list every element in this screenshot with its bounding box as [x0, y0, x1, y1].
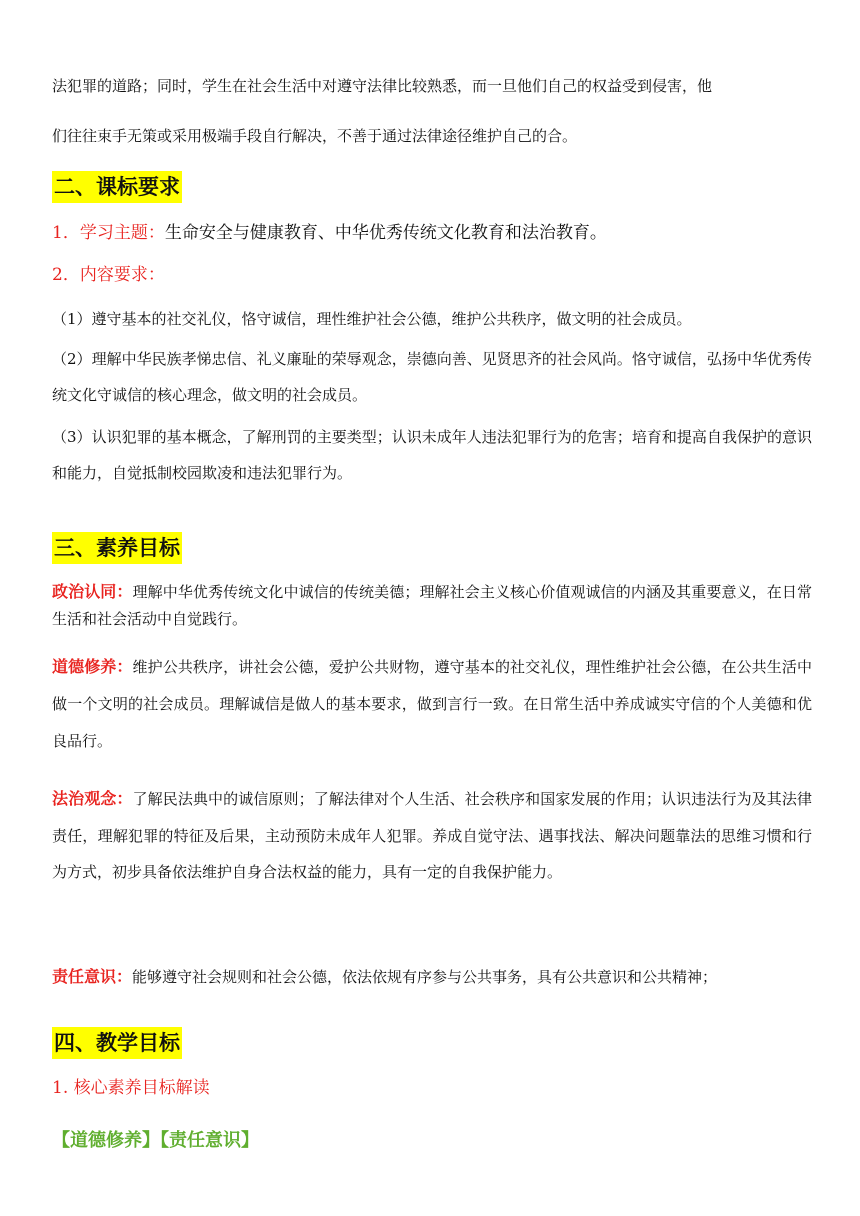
intro-line-2: 们往往束手无策或采用极端手段自行解决，不善于通过法律途径维护自己的合。 — [52, 127, 578, 145]
literacy-tag-wrap — [52, 1126, 812, 1152]
section3-heading: 三、素养目标 — [52, 532, 182, 564]
intro-line-1: 法犯罪的道路；同时，学生在社会生活中对遵守法律比较熟悉，而一旦他们自己的权益受到侵害，他 — [52, 77, 713, 95]
core-literacy-subheading: 1. 核心素养目标解读 — [52, 1078, 210, 1098]
requirement-item-3: （3）认识犯罪的基本概念，了解刑罚的主要类型；认识未成年人违法犯罪行为的危害；培育和提高自我保护的意识和能力，自觉抵制校园欺凌和违法犯罪行为。 — [52, 428, 812, 482]
core-literacy-subheading-wrap — [52, 1073, 812, 1103]
section2-heading-wrap — [52, 171, 812, 203]
section4-heading: 四、教学目标 — [52, 1027, 182, 1059]
goal-rule-of-law: 法治观念：了解民法典中的诚信原则；了解法律对个人生活、社会秩序和国家发展的作用；认识违法行为及其法律责任，理解犯罪的特征及后果，主动预防未成年人犯罪。养成自觉守法、遇事找法、解决问题靠法的思维习惯和行为方式，初步具备依法维护自身合法权益的能力，具有一定的自我保护能力。 — [52, 789, 812, 881]
intro-paragraph — [52, 58, 812, 164]
section4-heading-wrap — [52, 1027, 812, 1059]
goal-responsibility: 责任意识：能够遵守社会规则和社会公德，依法依规有序参与公共事务，具有公共意识和公共精神； — [52, 967, 718, 986]
goal-moral-cultivation: 道德修养：维护公共秩序，讲社会公德，爱护公共财物，遵守基本的社交礼仪，理性维护社会公德，在公共生活中做一个文明的社会成员。理解诚信是做人的基本要求，做到言行一致。在日常生活中养成诚实守信的个人美德和优良品行。 — [52, 657, 812, 750]
content-requirements-label: 2．内容要求： — [52, 265, 165, 285]
content-requirements-label-wrap — [52, 260, 812, 290]
goal-political-identity: 政治认同：理解中华优秀传统文化中诚信的传统美德；理解社会主义核心价值观诚信的内涵及其重要意义，在日常生活和社会活动中自觉践行。 — [52, 582, 812, 628]
learning-topic-label: 1．学习主题： — [52, 223, 165, 243]
learning-topic-text: 生命安全与健康教育、中华优秀传统文化教育和法治教育。 — [164, 223, 607, 243]
requirement-item-1: （1）遵守基本的社交礼仪，恪守诚信，理性维护社会公德，维护公共秩序，做文明的社会成员。 — [52, 310, 692, 328]
literacy-tag: 【道德修养】【责任意识】 — [52, 1130, 259, 1151]
section3-heading-wrap — [52, 532, 812, 564]
requirement-item-2: （2）理解中华民族孝悌忠信、礼义廉耻的荣辱观念，崇德向善、见贤思齐的社会风尚。恪守诚信，弘扬中华优秀传统文化守诚信的核心理念，做文明的社会成员。 — [52, 350, 812, 404]
section2-heading: 二、课标要求 — [52, 171, 182, 203]
learning-topic — [52, 218, 812, 248]
